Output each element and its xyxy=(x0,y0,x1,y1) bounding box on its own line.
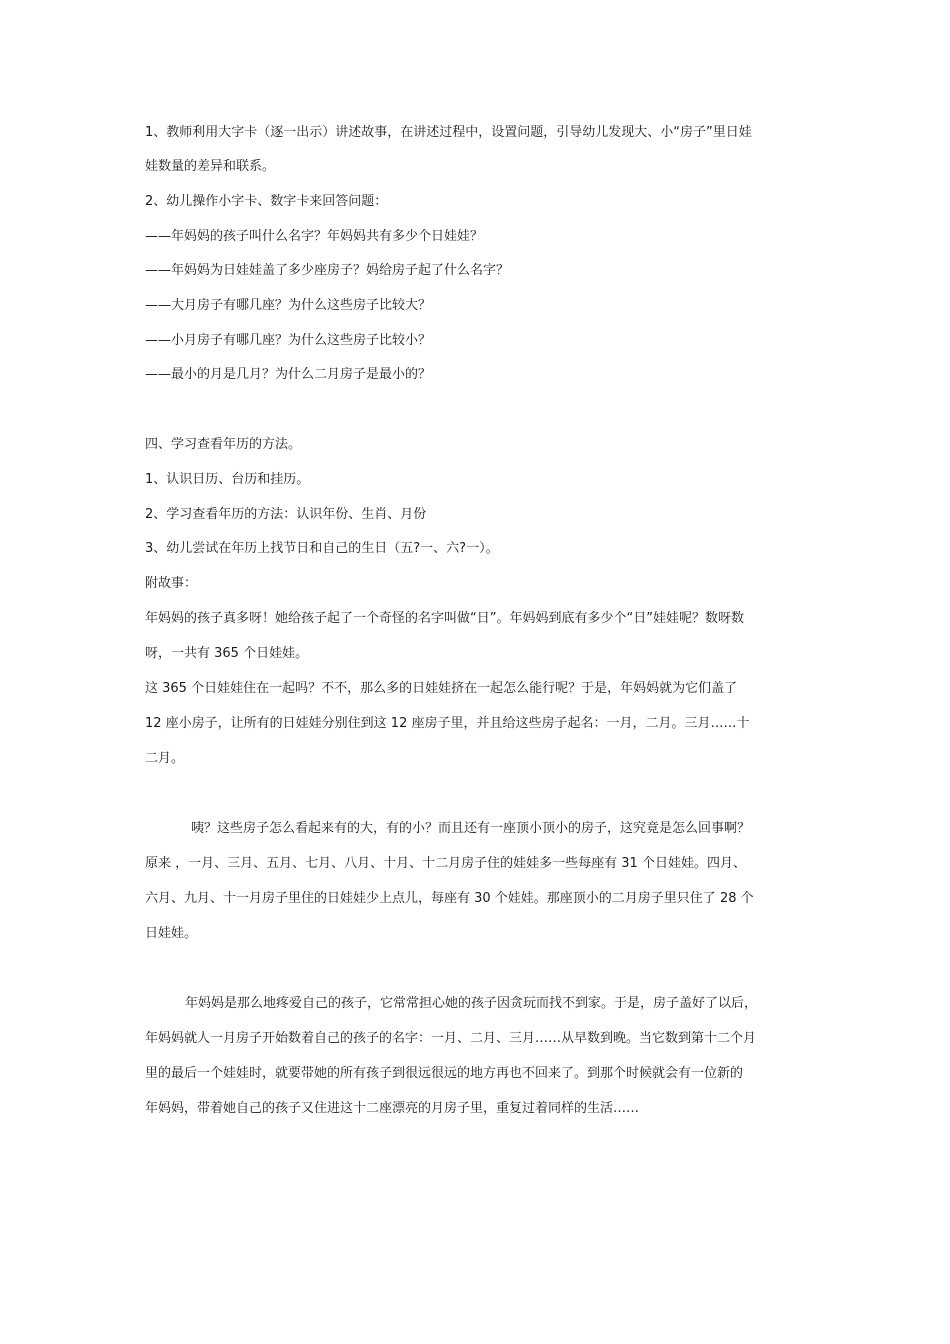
text-line: 娃数量的差异和联系。 xyxy=(145,159,276,174)
text-line: 1、认识日历、台历和挂历。 xyxy=(145,472,310,487)
text-line: 年妈妈，带着她自己的孩子又住进这十二座漂亮的月房子里，重复过着同样的生活…… xyxy=(145,1101,640,1116)
text-line: 日娃娃。 xyxy=(145,926,198,941)
text-line: 原来 ，一月、三月、五月、七月、八月、十月、十二月房子住的娃娃多一些每座有 31 个日娃娃。四月、 xyxy=(145,856,746,871)
text-line: 呀，一共有 365 个日娃娃。 xyxy=(145,646,309,661)
text-line: 12 座小房子，让所有的日娃娃分别住到这 12 座房子里，并且给这些房子起名：一月，二月。三月……十 xyxy=(145,716,750,731)
text-line: ——小月房子有哪几座？为什么这些房子比较小？ xyxy=(145,333,432,348)
text-line: 六月、九月、十一月房子里住的日娃娃少上点儿，每座有 30 个娃娃。那座顶小的二月房子里只住了 28 个 xyxy=(145,891,754,906)
text-line: 咦？这些房子怎么看起来有的大，有的小？而且还有一座顶小顶小的房子，这究竟是怎么回事啊？ xyxy=(191,821,751,836)
text-line: 2、幼儿操作小字卡、数字卡来回答问题： xyxy=(145,194,388,209)
text-line: ——年妈妈为日娃娃盖了多少座房子？妈给房子起了什么名字？ xyxy=(145,263,510,278)
story-heading: 附故事： xyxy=(145,576,198,591)
text-line: ——年妈妈的孩子叫什么名字？年妈妈共有多少个日娃娃？ xyxy=(145,229,484,244)
text-line: 年妈妈是那么地疼爱自己的孩子，它常常担心她的孩子因贪玩而找不到家。于是，房子盖好了以后， xyxy=(185,996,758,1011)
text-line: ——最小的月是几月？为什么二月房子是最小的？ xyxy=(145,367,432,382)
text-line: 3、幼儿尝试在年历上找节日和自己的生日（五?一、六?一）。 xyxy=(145,541,499,556)
text-line: 这 365 个日娃娃住在一起吗？不不，那么多的日娃娃挤在一起怎么能行呢？于是，年妈妈就为它们盖了 xyxy=(145,681,738,696)
text-line: 1、教师利用大字卡（逐一出示）讲述故事，在讲述过程中，设置问题，引导幼儿发现大、小“房子”里日娃 xyxy=(145,125,752,140)
text-line: 年妈妈就人一月房子开始数着自己的孩子的名字：一月、二月、三月……从早数到晚。当它数到第十二个月 xyxy=(145,1031,757,1046)
text-line: 里的最后一个娃娃时，就要带她的所有孩子到很远很远的地方再也不回来了。到那个时候就会有一位新的 xyxy=(145,1066,744,1081)
text-line: 年妈妈的孩子真多呀！她给孩子起了一个奇怪的名字叫做“日”。年妈妈到底有多少个“日”娃娃呢？数呀数 xyxy=(145,611,744,626)
text-line: 二月。 xyxy=(145,751,185,766)
text-line: ——大月房子有哪几座？为什么这些房子比较大？ xyxy=(145,298,432,313)
section-heading: 四、学习查看年历的方法。 xyxy=(145,437,302,452)
text-line: 2、学习查看年历的方法：认识年份、生肖、月份 xyxy=(145,507,427,522)
